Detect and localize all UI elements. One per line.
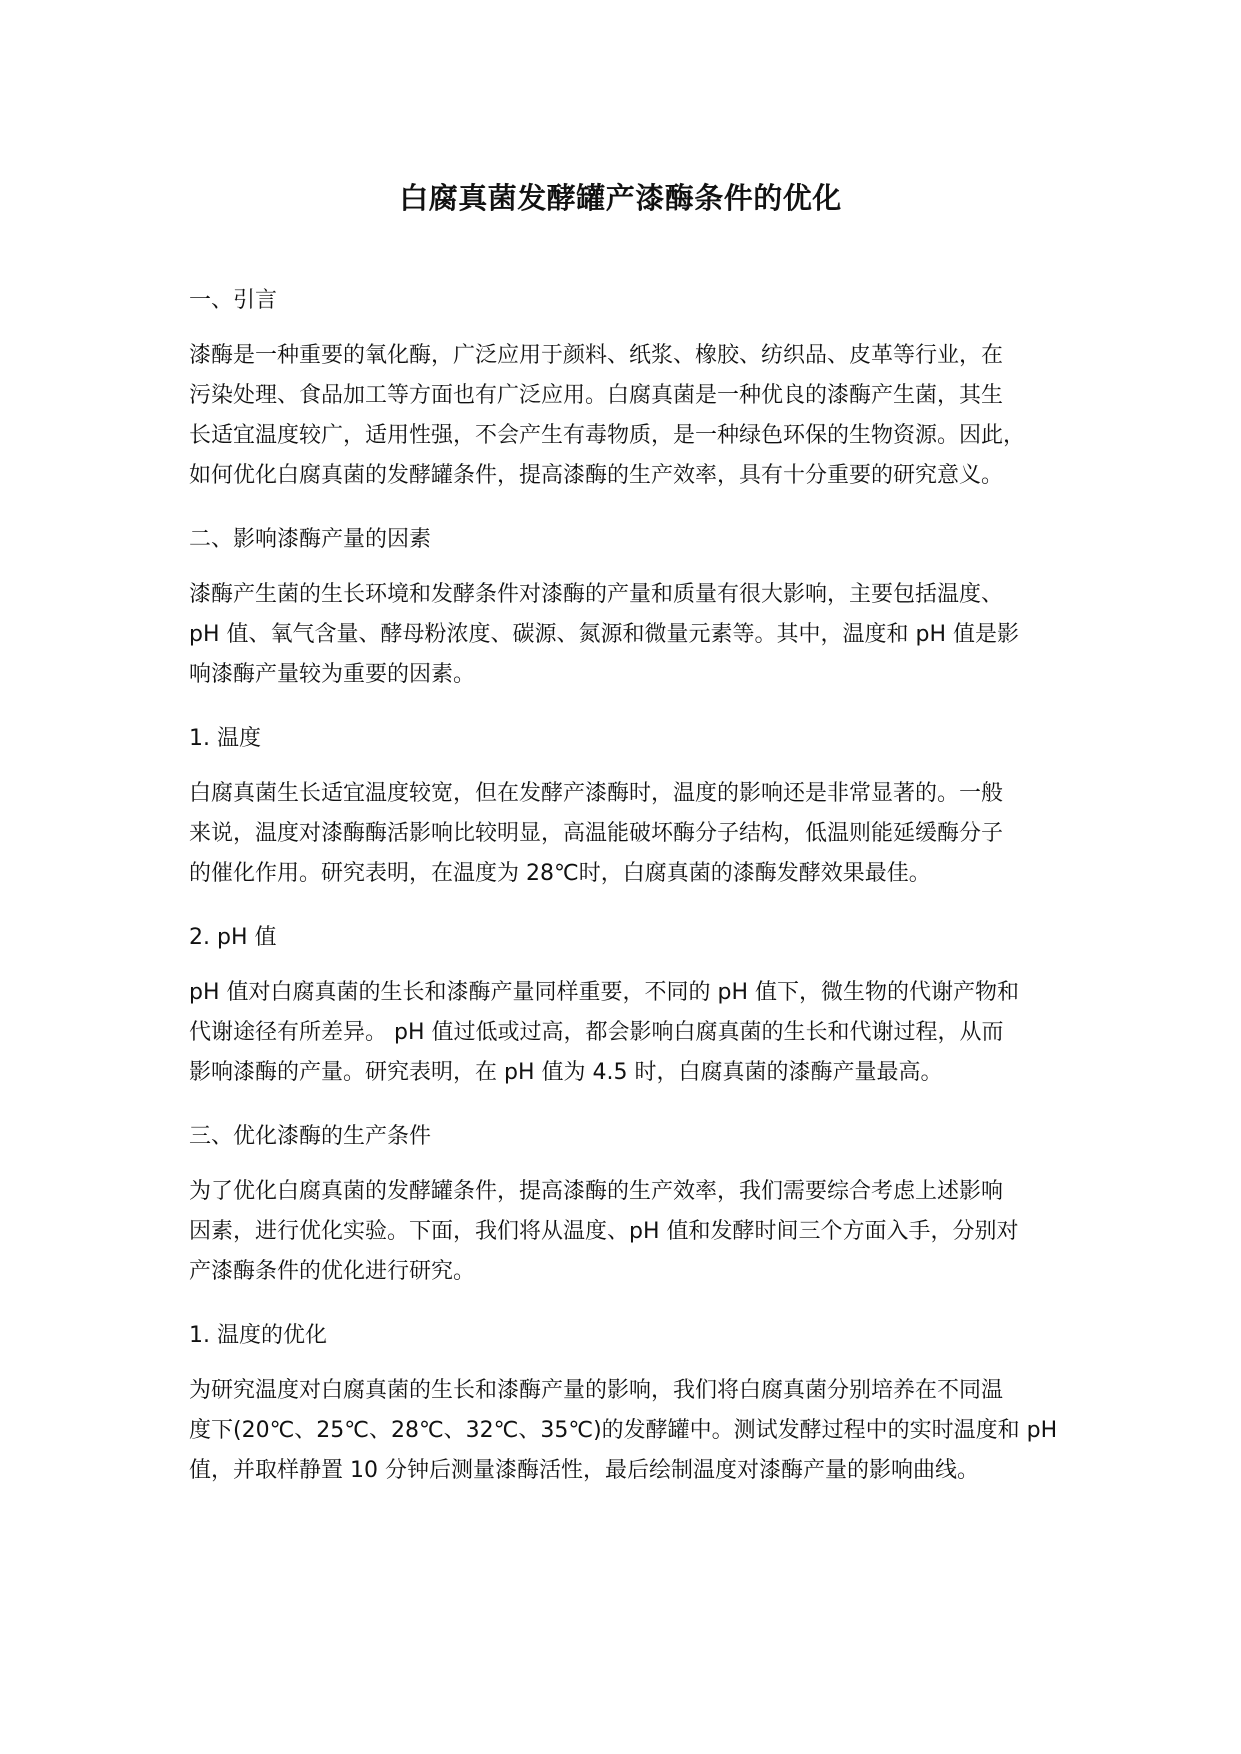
section-heading-temperature-optimization: 1. 温度的优化 [189,1323,327,1348]
paragraph-temperature [189,774,1079,894]
paragraph-line: pH 值对白腐真菌的生长和漆酶产量同样重要，不同的 pH 值下，微生物的代谢产物和 [189,980,1019,1005]
paragraph-introduction [189,336,1079,496]
section-heading-ph: 2. pH 值 [189,925,277,950]
paragraph-line: 漆酶产生菌的生长环境和发酵条件对漆酶的产量和质量有很大影响，主要包括温度、 [189,582,1004,607]
document-title: 白腐真菌发酵罐产漆酶条件的优化 [399,181,842,215]
paragraph-line: 因素，进行优化实验。下面，我们将从温度、pH 值和发酵时间三个方面入手，分别对 [189,1219,1019,1244]
paragraph-line: 为了优化白腐真菌的发酵罐条件，提高漆酶的生产效率，我们需要综合考虑上述影响 [189,1179,1004,1204]
section-heading-factors: 二、影响漆酶产量的因素 [189,527,432,552]
paragraph-factors [189,575,1079,695]
paragraph-line: 响漆酶产量较为重要的因素。 [189,662,476,687]
paragraph-line: 来说，温度对漆酶酶活影响比较明显，高温能破坏酶分子结构，低温则能延缓酶分子 [189,821,1004,846]
section-heading-temperature: 1. 温度 [189,726,261,751]
paragraph-line: 影响漆酶的产量。研究表明，在 pH 值为 4.5 时，白腐真菌的漆酶产量最高。 [189,1060,943,1085]
section-heading-optimization: 三、优化漆酶的生产条件 [189,1124,432,1149]
paragraph-line: 如何优化白腐真菌的发酵罐条件，提高漆酶的生产效率，具有十分重要的研究意义。 [189,463,1004,488]
section-heading-introduction: 一、引言 [189,288,278,313]
paragraph-line: 值，并取样静置 10 分钟后测量漆酶活性，最后绘制温度对漆酶产量的影响曲线。 [189,1458,979,1483]
paragraph-line: 产漆酶条件的优化进行研究。 [189,1259,476,1284]
paragraph-line: 长适宜温度较广，适用性强，不会产生有毒物质，是一种绿色环保的生物资源。因此， [189,423,1026,448]
paragraph-line: 漆酶是一种重要的氧化酶，广泛应用于颜料、纸浆、橡胶、纺织品、皮革等行业，在 [189,343,1004,368]
paragraph-line: 的催化作用。研究表明，在温度为 28℃时，白腐真菌的漆酶发酵效果最佳。 [189,861,931,886]
paragraph-ph [189,973,1079,1093]
paragraph-line: 白腐真菌生长适宜温度较宽，但在发酵产漆酶时，温度的影响还是非常显著的。一般 [189,781,1004,806]
paragraph-optimization [189,1172,1079,1292]
paragraph-temperature-optimization [189,1371,1079,1491]
paragraph-line: 为研究温度对白腐真菌的生长和漆酶产量的影响，我们将白腐真菌分别培养在不同温 [189,1378,1004,1403]
paragraph-line: 代谢途径有所差异。 pH 值过低或过高，都会影响白腐真菌的生长和代谢过程，从而 [189,1020,1004,1045]
paragraph-line: 污染处理、食品加工等方面也有广泛应用。白腐真菌是一种优良的漆酶产生菌，其生 [189,383,1004,408]
paragraph-line: pH 值、氧气含量、酵母粉浓度、碳源、氮源和微量元素等。其中，温度和 pH 值是影 [189,622,1019,647]
paragraph-line: 度下(20℃、25℃、28℃、32℃、35℃)的发酵罐中。测试发酵过程中的实时温度和 pH [189,1418,1058,1443]
